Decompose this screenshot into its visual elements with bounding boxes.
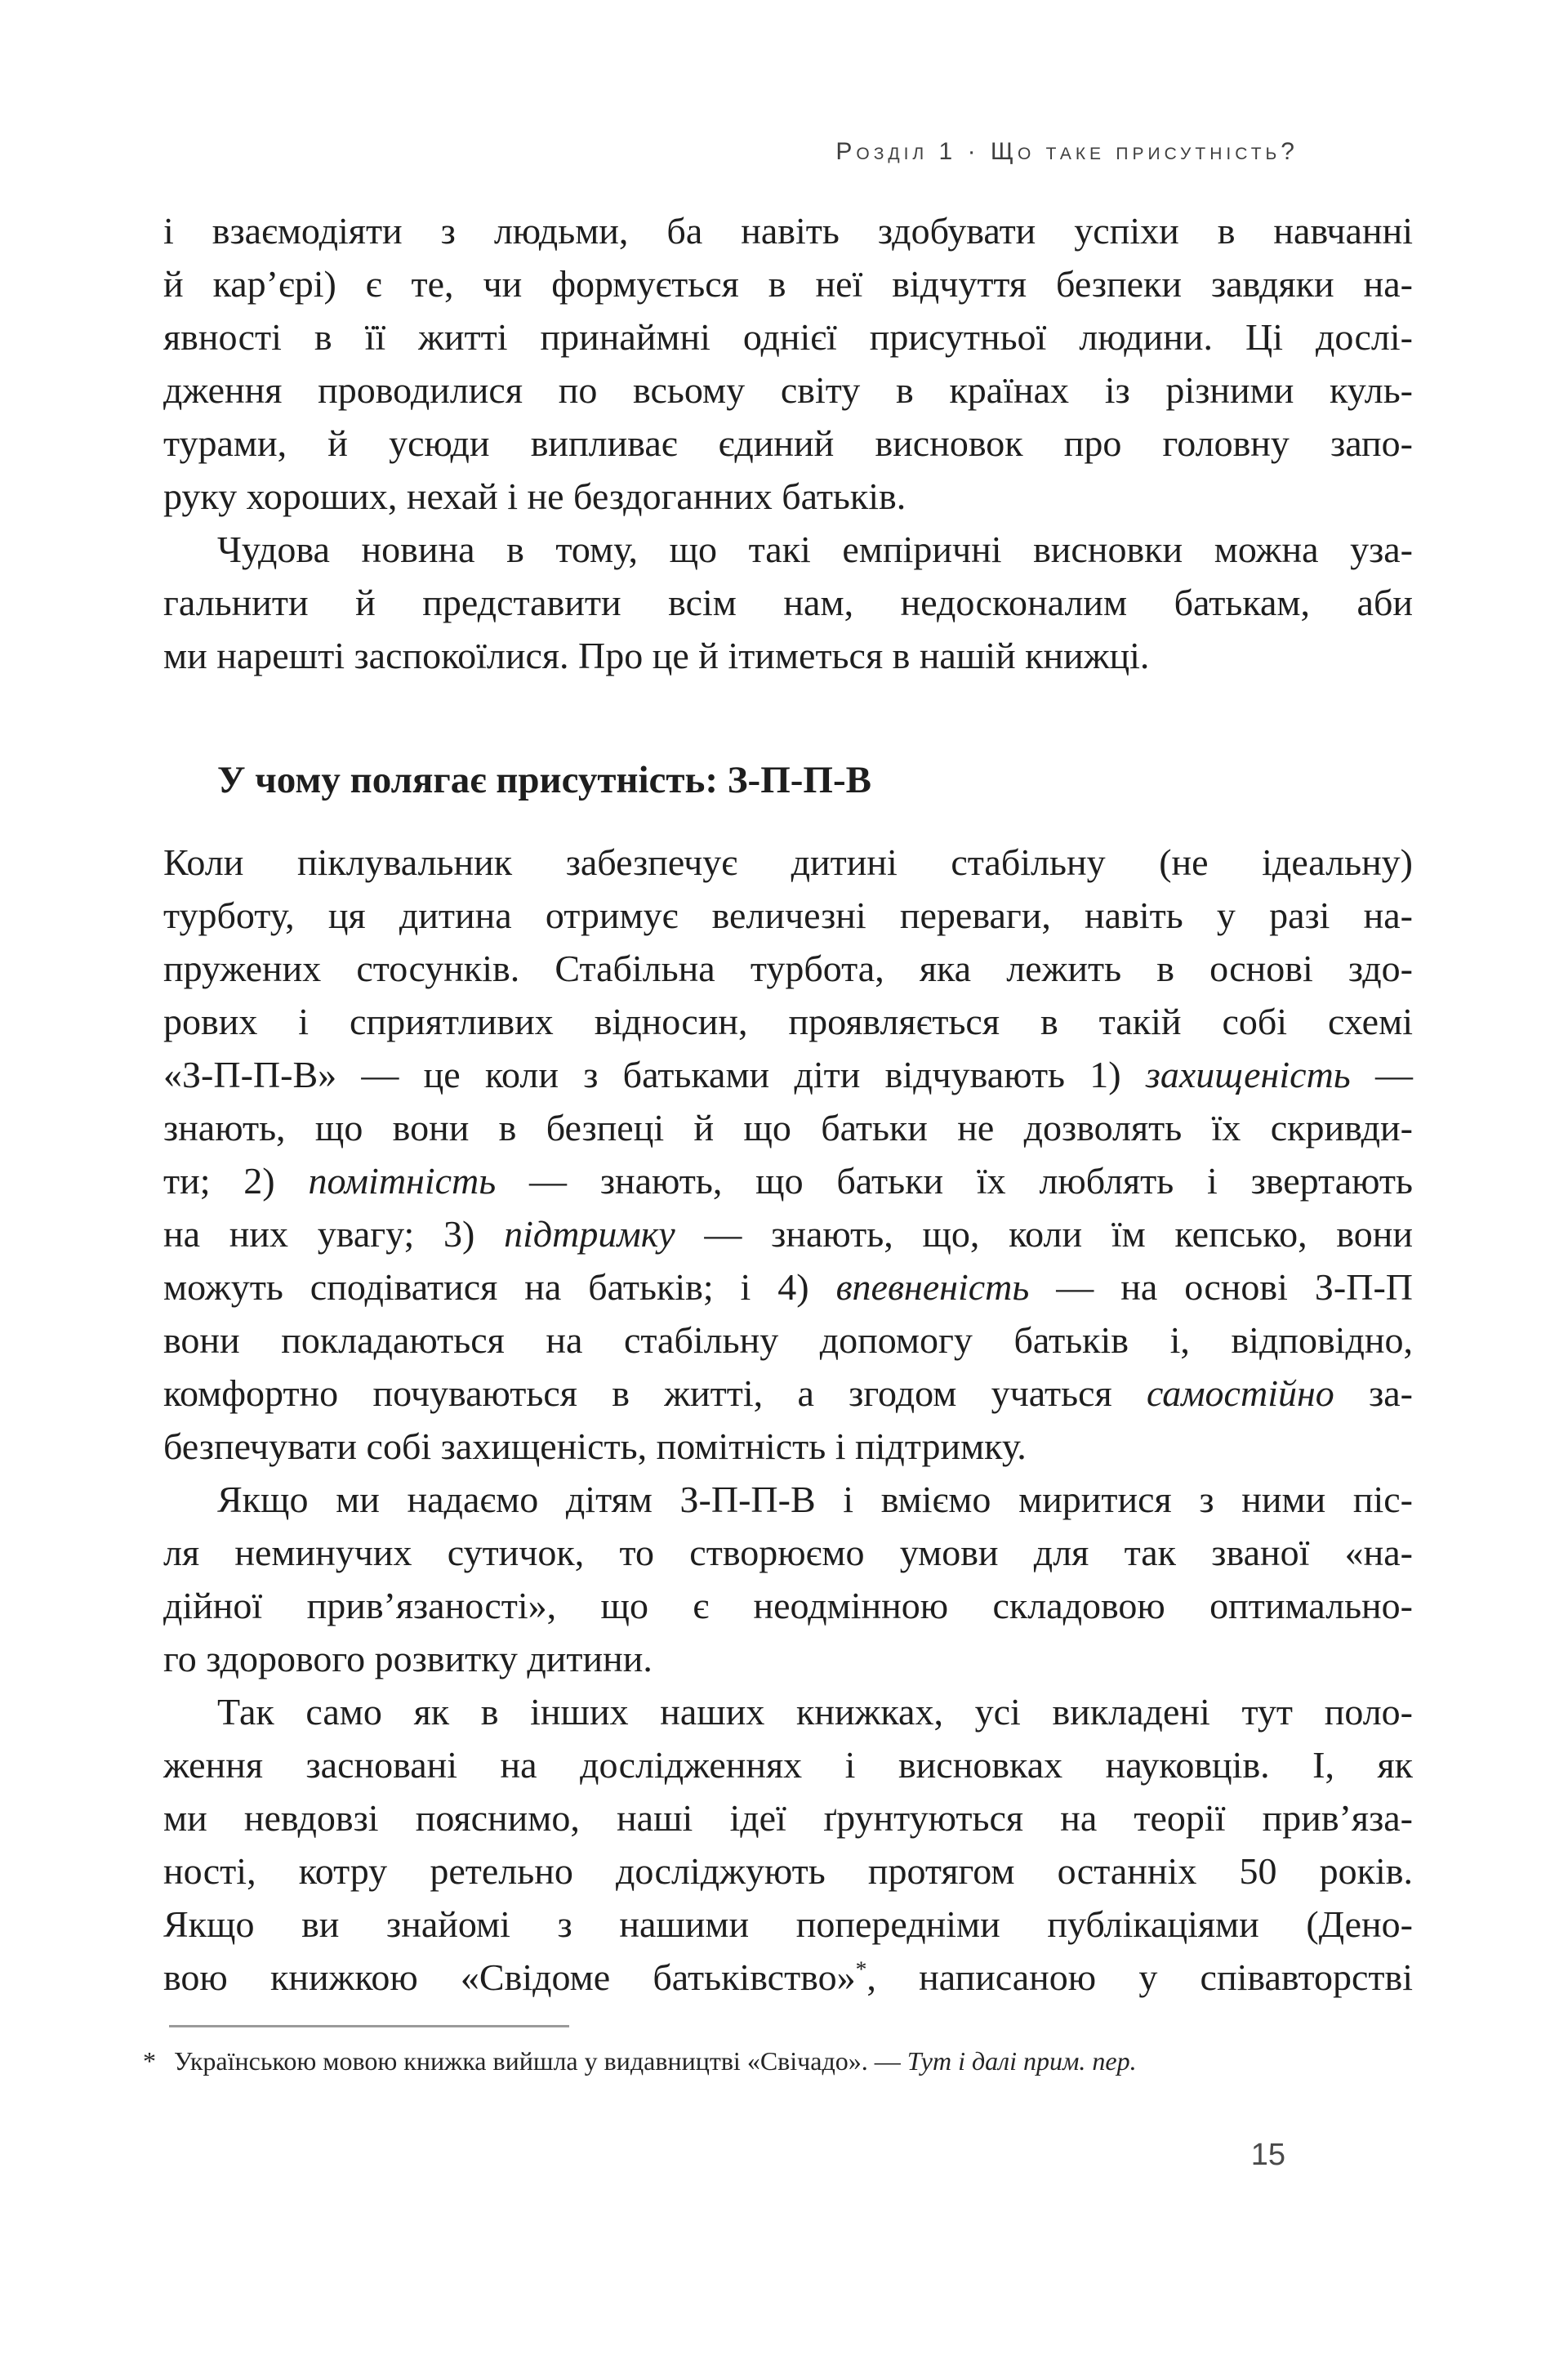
text-line: рових і сприятливих відносин, проявляється в такій собі схемі (163, 1001, 1413, 1042)
paragraph (163, 1685, 1413, 2004)
italic-text: самостійно (1146, 1372, 1334, 1414)
section-heading: У чому полягає присутність: З-П-П-В (217, 759, 871, 801)
text-line: дійної прив’язаності», що є неодмінною складовою оптимально- (163, 1585, 1413, 1626)
text-line: Якщо ми надаємо дітям З-П-П-В і вміємо миритися з ними піс- (217, 1479, 1413, 1520)
text-line: безпечувати собі захищеність, помітність і підтримку. (163, 1425, 1027, 1467)
text-line: Так само як в інших наших книжках, усі викладені тут поло- (217, 1691, 1413, 1733)
text-line: й кар’єрі) є те, чи формується в неї відчуття безпеки завдяки на- (163, 263, 1413, 305)
italic-text: підтримку (504, 1213, 675, 1255)
paragraph (163, 1473, 1413, 1685)
text-line: руку хороших, нехай і не бездоганних батьків. (163, 475, 906, 517)
text-line: дження проводилися по всьому світу в країнах із різними куль- (163, 369, 1413, 411)
footnote-separator-rule (169, 2025, 569, 2027)
paragraph (163, 204, 1413, 523)
text-line: Коли піклувальник забезпечує дитині стабільну (не ідеальну) (163, 841, 1413, 883)
text-line: го здорового розвитку дитини. (163, 1638, 653, 1679)
text-line: ми невдовзі пояснимо, наші ідеї ґрунтуються на теорії прив’яза- (163, 1797, 1413, 1839)
page-body-text (163, 204, 1413, 2004)
footnote-reference-asterisk: * (855, 1956, 867, 1982)
text-column (143, 137, 1414, 2173)
page-number: 15 (1250, 2138, 1285, 2172)
text-line: Якщо ви знайомі з нашими попередніми публікаціями (Дено- (163, 1903, 1413, 1945)
text-line: ми нарешті заспокоїлися. Про це й ітиметься в нашій книжці. (163, 635, 1150, 676)
text-line: ності, котру ретельно досліджують протягом останніх 50 років. (163, 1850, 1413, 1892)
text-line: турами, й усюди випливає єдиний висновок про головну запо- (163, 422, 1413, 464)
italic-text: Тут і далі прим. пер. (906, 2046, 1137, 2076)
text-line: ля неминучих сутичок, то створюємо умови для так званої «на- (163, 1532, 1413, 1573)
text-line: і взаємодіяти з людьми, ба навіть здобувати успіхи в навчанні (163, 210, 1413, 252)
text-line: Чудова новина в тому, що такі емпіричні висновки можна уза- (217, 529, 1413, 570)
text-line: турботу, ця дитина отримує величезні переваги, навіть у разі на- (163, 894, 1413, 936)
text-line: явності в її житті принаймні однієї присутньої людини. Ці дослі- (163, 316, 1413, 358)
paragraph (163, 523, 1413, 682)
text-line: «З-П-П-В» — це коли з батьками діти відчувають 1) захищеність — (163, 1054, 1414, 1095)
text-line: пружених стосунків. Стабільна турбота, яка лежить в основі здо- (163, 948, 1413, 989)
footnote (143, 2044, 1413, 2078)
running-header: Розділ 1 · Що таке присутність? (835, 138, 1298, 165)
text-line: на них увагу; 3) підтримку — знають, що, коли їм кепсько, вони (163, 1213, 1413, 1255)
italic-text: впевненість (835, 1266, 1030, 1308)
text-line: ти; 2) помітність — знають, що батьки їх люблять і звертають (163, 1160, 1413, 1202)
footnote-text: Українською мовою книжка вийшла у видавництві «Свічадо». — Тут і далі прим. пер. (174, 2046, 1137, 2076)
text-line: знають, що вони в безпеці й що батьки не дозволять їх скривди- (163, 1107, 1413, 1149)
text-line: гальнити й представити всім нам, недосконалим батькам, аби (163, 582, 1413, 623)
footnote-marker: * (143, 2046, 156, 2076)
text-line: можуть сподіватися на батьків; і 4) впевненість — на основі З-П-П (163, 1266, 1413, 1308)
text-line: вони покладаються на стабільну допомогу батьків і, відповідно, (163, 1319, 1413, 1361)
text-line: вою книжкою «Свідоме батьківство»*, написаною у співавторстві (163, 1956, 1413, 1998)
text-line: комфортно почуваються в житті, а згодом учаться самостійно за- (163, 1372, 1413, 1414)
text-line: ження засновані на дослідженнях і висновках науковців. І, як (163, 1744, 1413, 1786)
paragraph (163, 836, 1413, 1473)
italic-text: захищеність (1145, 1054, 1351, 1095)
italic-text: помітність (308, 1160, 497, 1202)
